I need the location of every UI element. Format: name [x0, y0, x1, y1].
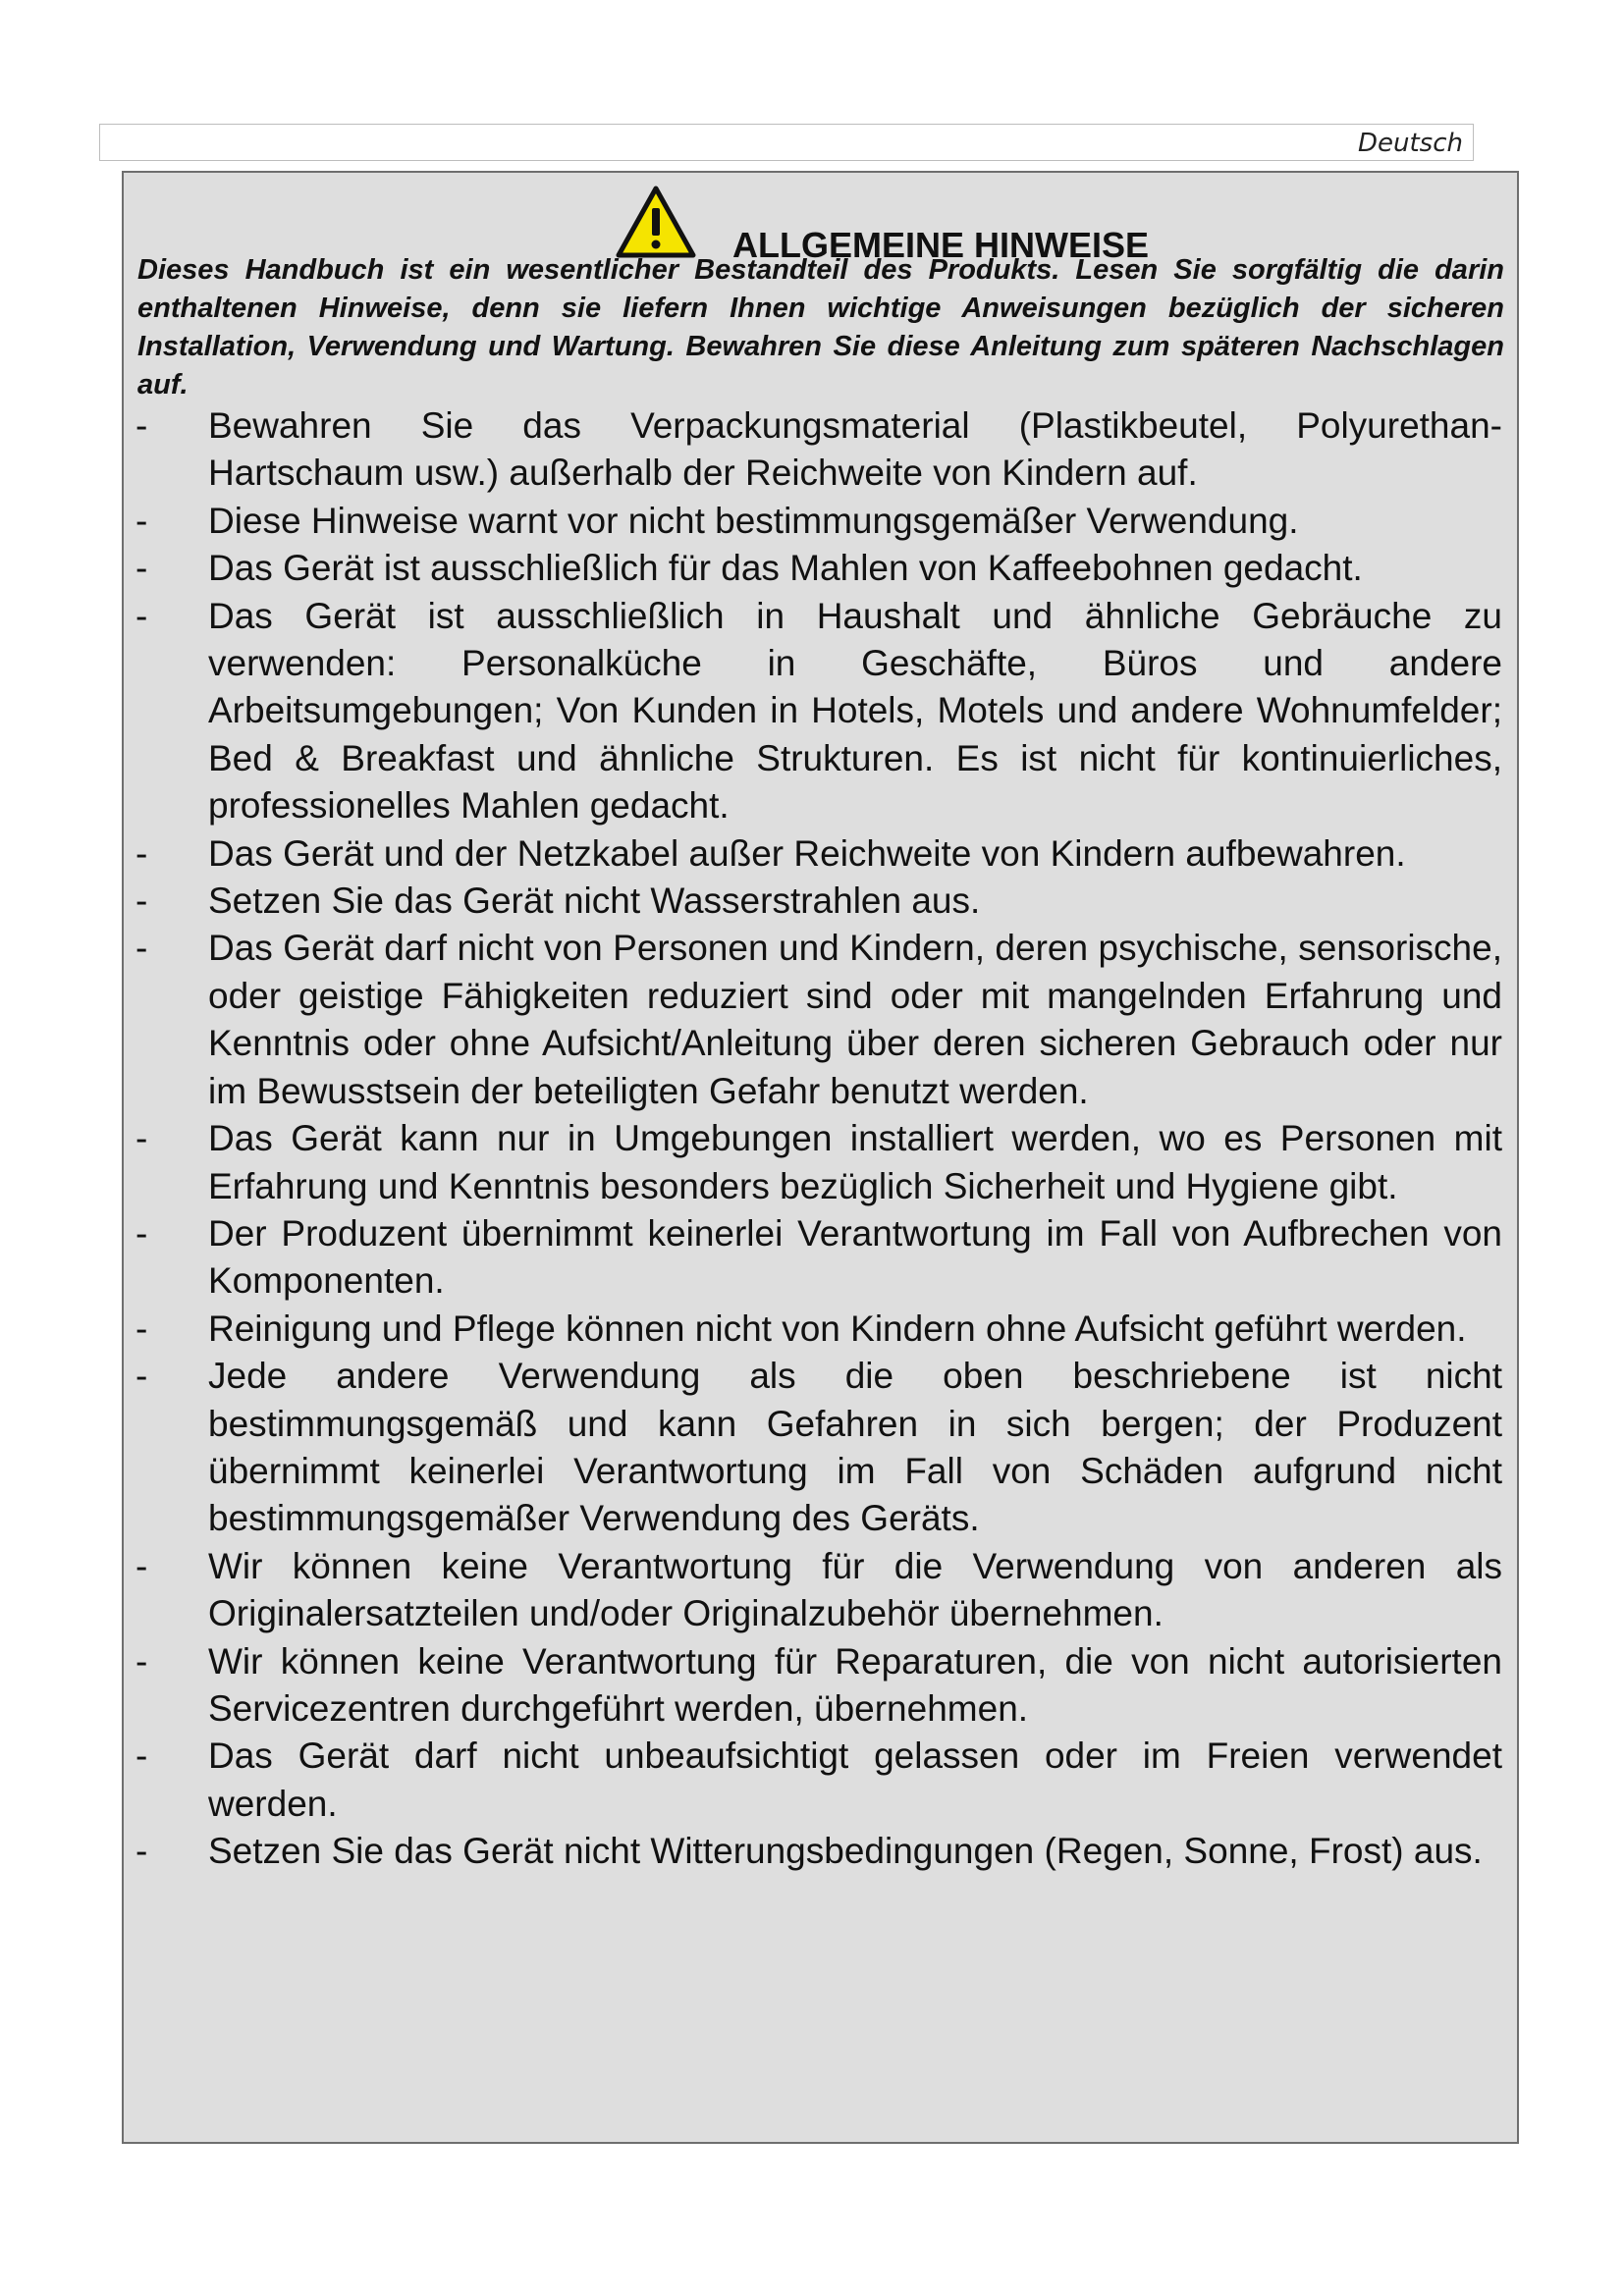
bullet-dash: -	[135, 405, 148, 446]
list-item	[135, 1210, 1502, 1306]
section-title: ALLGEMEINE HINWEISE	[732, 225, 1150, 265]
page-header	[99, 124, 1474, 161]
bullet-dash: -	[135, 1640, 148, 1682]
bullet-dash: -	[135, 500, 148, 541]
list-item-text: Das Gerät und der Netzkabel außer Reichweite von Kindern aufbewahren.	[208, 832, 1406, 874]
list-item	[135, 593, 1502, 830]
bullet-dash: -	[135, 548, 148, 589]
list-item	[135, 402, 1502, 498]
list-item-text: Der Produzent übernimmt keinerlei Verantwortung im Fall von Aufbrechen von Komponenten.	[208, 1212, 1502, 1302]
list-item	[135, 545, 1502, 592]
list-item-text: Wir können keine Verantwortung für Reparaturen, die von nicht autorisierten Servicezentren durchgeführt werden, übernehmen.	[208, 1640, 1502, 1729]
list-item-text: Das Gerät darf nicht unbeaufsichtigt gelassen oder im Freien verwendet werden.	[208, 1735, 1502, 1824]
bullet-dash: -	[135, 832, 148, 874]
list-item	[135, 1543, 1502, 1638]
list-item	[135, 925, 1502, 1115]
bullet-dash: -	[135, 1831, 148, 1872]
intro-paragraph: Dieses Handbuch ist ein wesentlicher Bestandteil des Produkts. Lesen Sie sorgfältig die darin enthaltenen Hinweise, denn sie liefern Ihnen wichtige Anweisungen bezüglich der sicheren Installation, Verwendung und Wartung. Bewahren Sie diese Anleitung zum späteren Nachschlagen auf.	[137, 254, 1504, 400]
list-item	[135, 498, 1502, 545]
bullet-dash: -	[135, 928, 148, 969]
list-item-text: Diese Hinweise warnt vor nicht bestimmungsgemäßer Verwendung.	[208, 500, 1299, 541]
list-item-text: Setzen Sie das Gerät nicht Witterungsbedingungen (Regen, Sonne, Frost) aus.	[208, 1831, 1483, 1872]
warning-triangle-icon	[615, 185, 697, 259]
list-item-text: Reinigung und Pflege können nicht von Kindern ohne Aufsicht geführt werden.	[208, 1308, 1467, 1349]
general-notes-box	[122, 171, 1519, 2144]
list-item-text: Das Gerät darf nicht von Personen und Kindern, deren psychische, sensorische, oder geistige Fähigkeiten reduziert sind oder mit mangelnden Erfahrung und Kenntnis oder ohne Aufsicht/Anleitung über deren sicheren Gebrauch oder nur im Bewusstsein der beteiligten Gefahr benutzt werden.	[208, 928, 1502, 1111]
language-label: Deutsch	[1357, 129, 1463, 158]
notes-list	[135, 402, 1502, 1876]
list-item	[135, 1353, 1502, 1543]
list-item-text: Jede andere Verwendung als die oben beschriebene ist nicht bestimmungsgemäß und kann Gefahren in sich bergen; der Produzent übernimmt keinerlei Verantwortung im Fall von Schäden aufgrund nicht bestimmungsgemäßer Verwendung des Geräts.	[208, 1356, 1502, 1539]
bullet-dash: -	[135, 1356, 148, 1397]
list-item	[135, 1115, 1502, 1210]
list-item-text: Das Gerät ist ausschließlich in Haushalt und ähnliche Gebräuche zu verwenden: Personalküche in Geschäfte, Büros und andere Arbeitsumgebungen; Von Kunden in Hotels, Motels und andere Wohnumfelder; Bed & Breakfast und ähnliche Strukturen. Es ist nicht für kontinuierliches, professionelles Mahlen gedacht.	[208, 595, 1502, 827]
bullet-dash: -	[135, 1308, 148, 1349]
bullet-dash: -	[135, 881, 148, 922]
bullet-dash: -	[135, 595, 148, 636]
list-item-text: Das Gerät kann nur in Umgebungen installiert werden, wo es Personen mit Erfahrung und Kenntnis besonders bezüglich Sicherheit und Hygiene gibt.	[208, 1118, 1502, 1206]
list-item-text: Setzen Sie das Gerät nicht Wasserstrahlen aus.	[208, 881, 981, 922]
list-item	[135, 878, 1502, 925]
list-item	[135, 1733, 1502, 1828]
list-item	[135, 1828, 1502, 1875]
section-heading	[615, 173, 1150, 265]
list-item-text: Bewahren Sie das Verpackungsmaterial (Plastikbeutel, Polyurethan-Hartschaum usw.) außerhalb der Reichweite von Kindern auf.	[208, 405, 1502, 494]
bullet-dash: -	[135, 1212, 148, 1254]
list-item	[135, 1306, 1502, 1353]
list-item-text: Das Gerät ist ausschließlich für das Mahlen von Kaffeebohnen gedacht.	[208, 548, 1363, 589]
bullet-dash: -	[135, 1118, 148, 1159]
list-item-text: Wir können keine Verantwortung für die Verwendung von anderen als Originalersatzteilen und/oder Originalzubehör übernehmen.	[208, 1545, 1502, 1634]
bullet-dash: -	[135, 1545, 148, 1586]
bullet-dash: -	[135, 1735, 148, 1777]
list-item	[135, 830, 1502, 878]
list-item	[135, 1638, 1502, 1734]
